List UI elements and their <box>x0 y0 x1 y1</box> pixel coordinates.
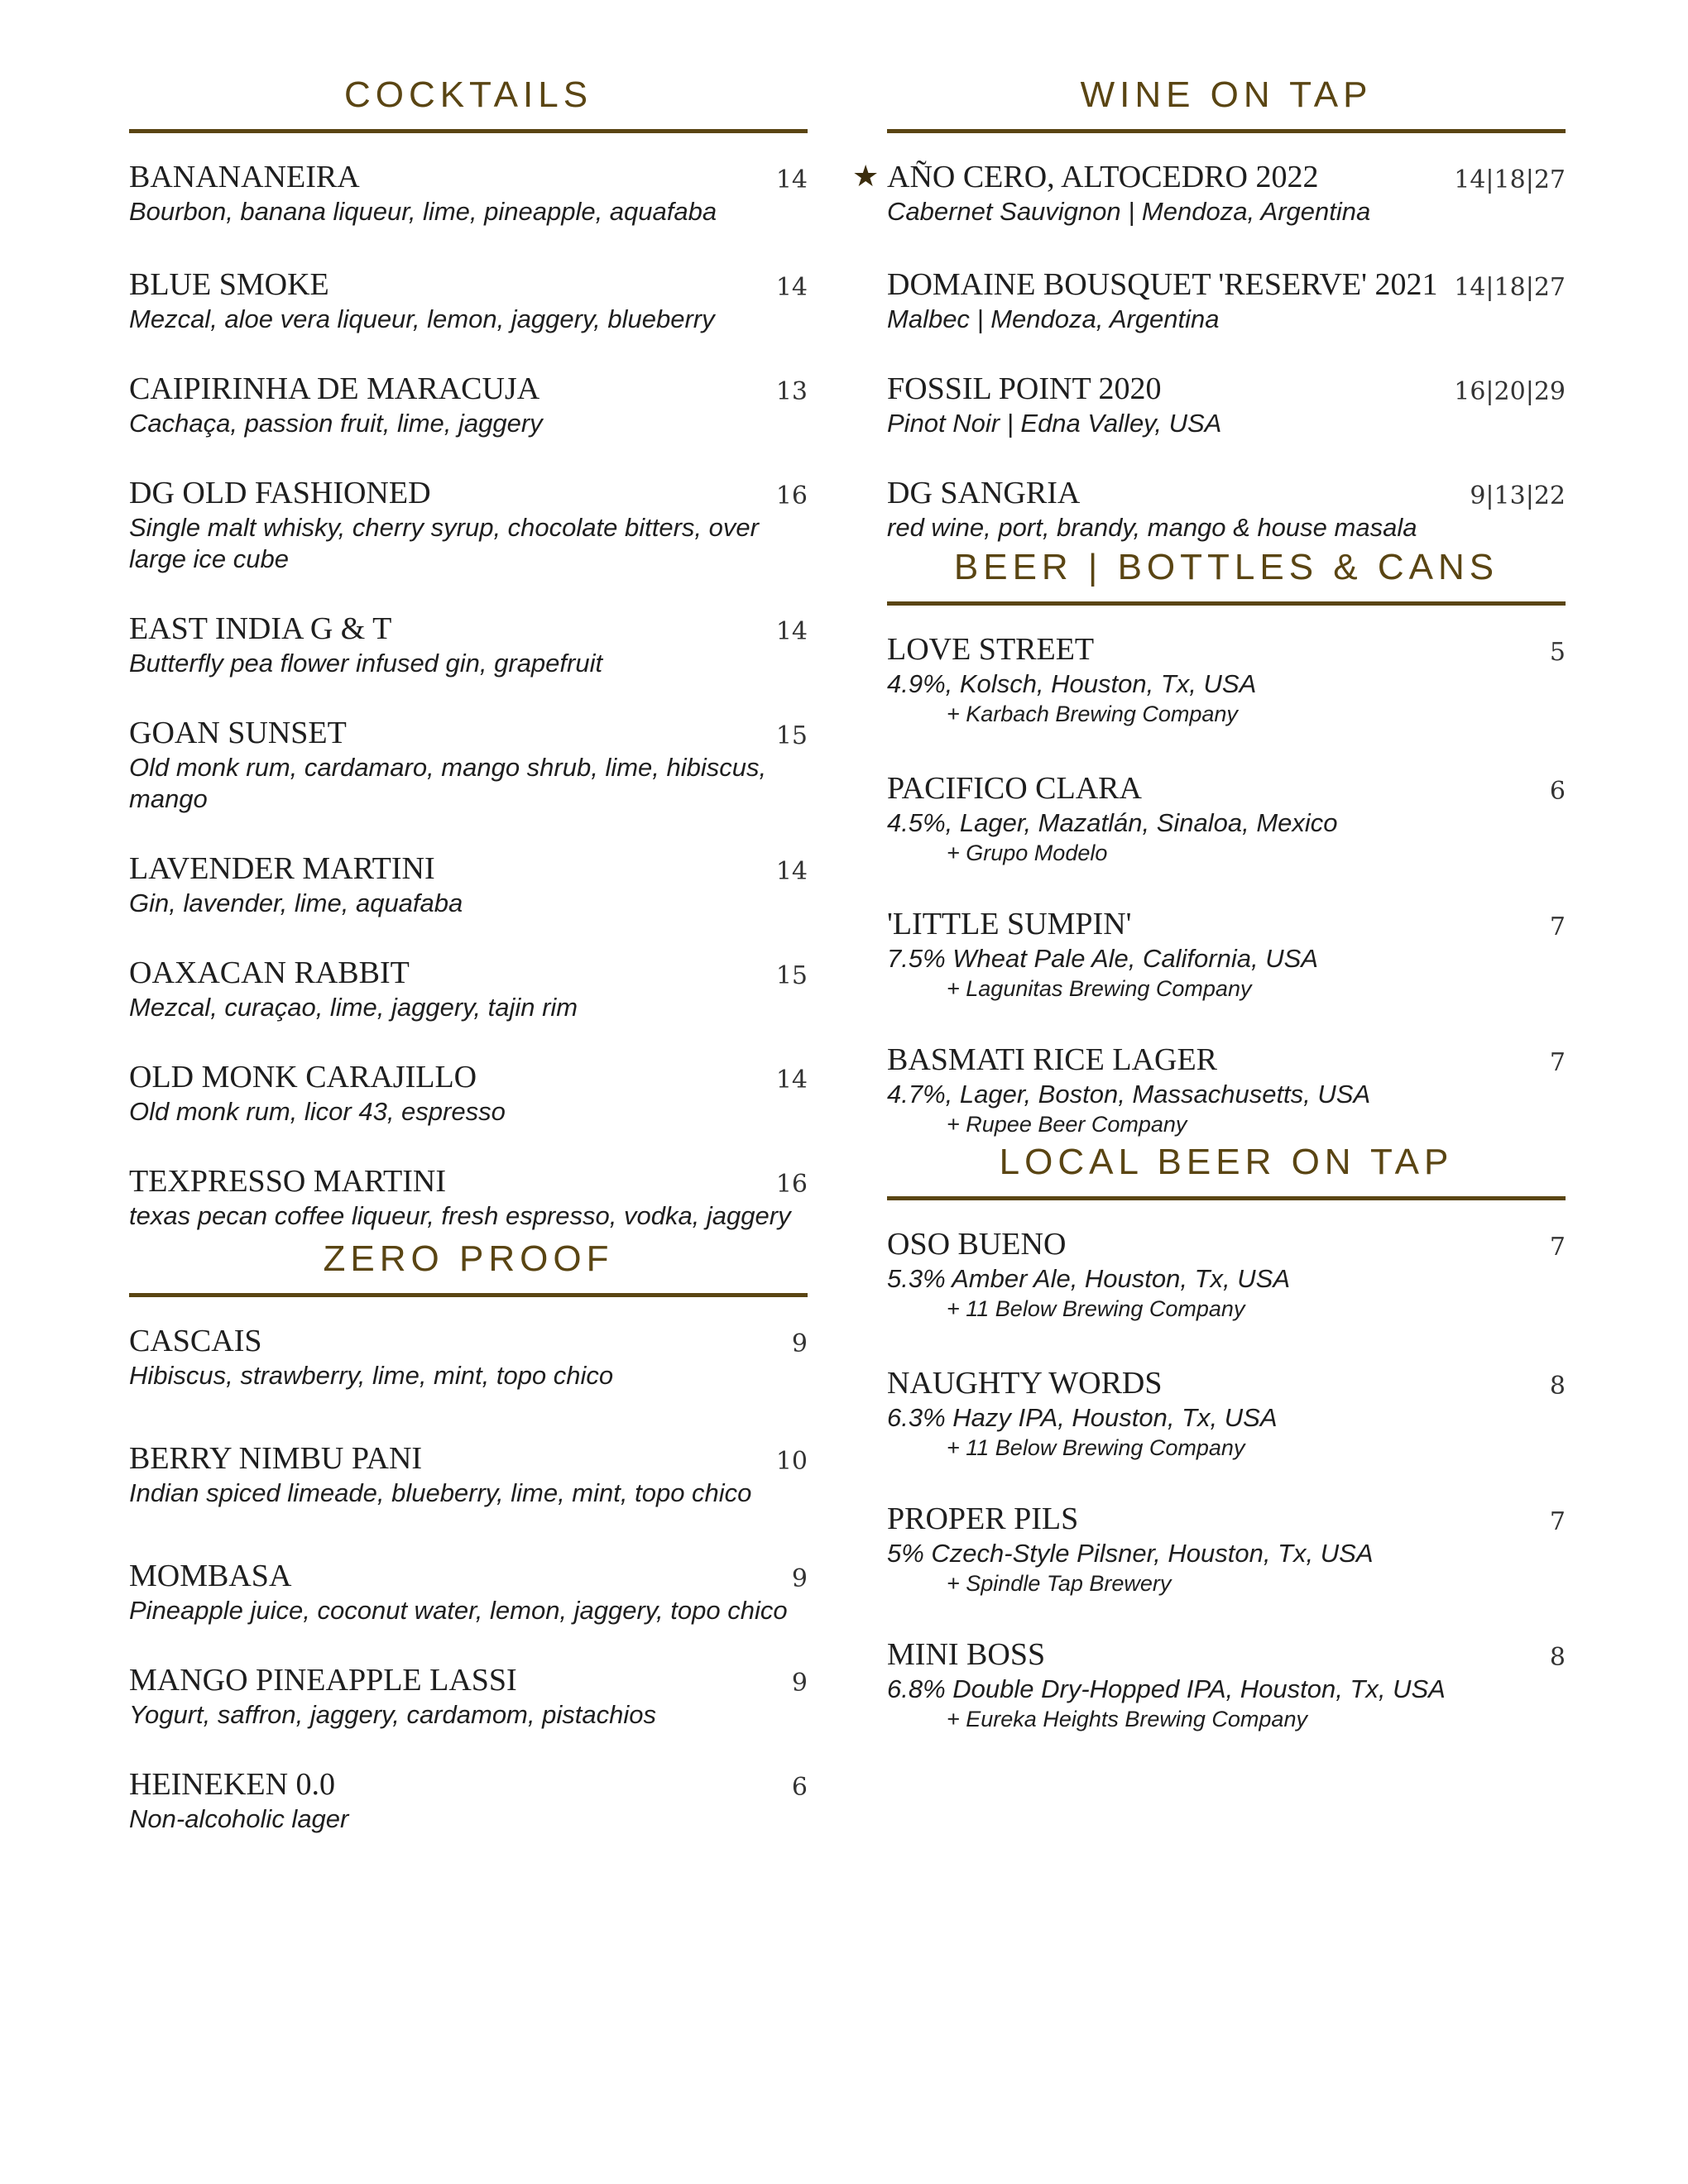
item-description: Cabernet Sauvignon | Mendoza, Argentina <box>887 197 1371 226</box>
menu-item <box>887 1500 1566 1597</box>
item-price: 14 <box>775 1066 808 1094</box>
item-description: texas pecan coffee liqueur, fresh espresso, vodka, jaggery <box>129 1201 791 1230</box>
item-name: PACIFICO CLARA <box>887 771 1142 806</box>
menu-item <box>129 714 808 815</box>
beer-bottles-title: BEER | BOTTLES & CANS <box>887 544 1566 606</box>
item-description: Bourbon, banana liqueur, lime, pineapple, aquafaba <box>129 197 717 226</box>
item-brewer: + Spindle Tap Brewery <box>947 1571 1172 1596</box>
item-description: Cachaça, passion fruit, lime, jaggery <box>129 409 543 438</box>
item-description: 6.8% Double Dry-Hopped IPA, Houston, Tx, USA <box>887 1674 1446 1703</box>
item-price: 7 <box>1549 912 1566 941</box>
item-header <box>887 905 1566 943</box>
item-name: CAIPIRINHA DE MARACUJA <box>129 371 540 406</box>
item-description: 4.9%, Kolsch, Houston, Tx, USA <box>887 669 1257 698</box>
item-header <box>129 1765 808 1803</box>
wine-title: WINE ON TAP <box>887 71 1566 133</box>
item-description: Gin, lavender, lime, aquafaba <box>129 888 463 917</box>
item-description: Pinot Noir | Edna Valley, USA <box>887 409 1222 438</box>
item-header <box>129 1058 808 1096</box>
item-brewer: + Karbach Brewing Company <box>947 702 1238 726</box>
menu-item <box>887 474 1566 544</box>
item-description: 6.3% Hazy IPA, Houston, Tx, USA <box>887 1403 1278 1432</box>
item-header <box>129 714 808 752</box>
item-price: 8 <box>1549 1643 1566 1672</box>
item-header <box>129 954 808 992</box>
item-name: EAST INDIA G & T <box>129 611 392 646</box>
item-header <box>129 1557 808 1595</box>
item-description: Mezcal, aloe vera liqueur, lemon, jaggery, blueberry <box>129 304 715 333</box>
menu-item <box>887 769 1566 867</box>
cocktails-title: COCKTAILS <box>129 71 808 133</box>
menu-item <box>129 266 808 335</box>
item-header <box>852 158 1566 196</box>
item-header <box>887 630 1566 668</box>
item-price: 16|20|29 <box>1454 377 1566 406</box>
menu-item <box>887 1364 1566 1462</box>
item-name: MANGO PINEAPPLE LASSI <box>129 1663 517 1698</box>
item-header <box>129 610 808 648</box>
item-price: 14 <box>775 165 808 194</box>
item-price: 7 <box>1549 1233 1566 1262</box>
item-description: Butterfly pea flower infused gin, grapefruit <box>129 649 603 678</box>
item-brewer: + Lagunitas Brewing Company <box>947 976 1252 1001</box>
item-price: 10 <box>775 1447 808 1476</box>
menu-item <box>129 158 808 228</box>
item-brewer: + 11 Below Brewing Company <box>947 1296 1245 1321</box>
menu-item <box>852 158 1566 228</box>
item-price: 8 <box>1549 1372 1566 1401</box>
menu-item <box>129 850 808 919</box>
item-price: 15 <box>775 721 808 750</box>
item-header <box>887 1041 1566 1079</box>
menu-item <box>129 1765 808 1835</box>
item-name: LAVENDER MARTINI <box>129 851 435 886</box>
item-description: Pineapple juice, coconut water, lemon, jaggery, topo chico <box>129 1596 788 1625</box>
item-header <box>887 769 1566 807</box>
item-name: MINI BOSS <box>887 1637 1046 1672</box>
menu-item <box>129 1661 808 1731</box>
item-brewer: + Eureka Heights Brewing Company <box>947 1707 1307 1731</box>
item-description: Malbec | Mendoza, Argentina <box>887 304 1220 333</box>
item-description: red wine, port, brandy, mango & house masala <box>887 513 1417 542</box>
menu-item <box>129 1557 808 1626</box>
item-price: 14 <box>775 857 808 886</box>
item-description: Old monk rum, cardamaro, mango shrub, lime, hibiscus, mango <box>129 753 767 813</box>
item-name: DG OLD FASHIONED <box>129 476 431 510</box>
item-name: TEXPRESSO MARTINI <box>129 1164 447 1199</box>
item-header <box>129 1322 808 1360</box>
item-price: 7 <box>1549 1048 1566 1077</box>
menu-item <box>887 266 1566 335</box>
menu-item <box>129 954 808 1023</box>
item-header <box>129 1439 808 1478</box>
menu-item <box>129 474 808 575</box>
item-header <box>887 1636 1566 1674</box>
item-header <box>129 1661 808 1699</box>
item-description: 7.5% Wheat Pale Ale, California, USA <box>887 944 1318 973</box>
item-description: Hibiscus, strawberry, lime, mint, topo chico <box>129 1361 614 1390</box>
item-header <box>887 1500 1566 1538</box>
menu-item <box>887 630 1566 728</box>
item-header <box>887 266 1566 304</box>
item-name: CASCAIS <box>129 1324 262 1358</box>
item-description: 5.3% Amber Ale, Houston, Tx, USA <box>887 1264 1291 1293</box>
cocktails-section <box>129 71 808 1232</box>
item-price: 14 <box>775 273 808 302</box>
item-description: 5% Czech-Style Pilsner, Houston, Tx, USA <box>887 1539 1374 1568</box>
item-description: Yogurt, saffron, jaggery, cardamom, pistachios <box>129 1700 656 1729</box>
item-price: 16 <box>775 481 808 510</box>
item-description: 4.7%, Lager, Boston, Massachusetts, USA <box>887 1080 1371 1109</box>
item-name: FOSSIL POINT 2020 <box>887 371 1162 406</box>
item-price: 14 <box>775 617 808 646</box>
item-description: Indian spiced limeade, blueberry, lime, mint, topo chico <box>129 1478 752 1507</box>
menu-item <box>887 1041 1566 1138</box>
item-brewer: + Grupo Modelo <box>947 841 1108 865</box>
item-name: BANANANEIRA <box>129 160 360 194</box>
item-price: 7 <box>1549 1507 1566 1536</box>
item-description: Mezcal, curaçao, lime, jaggery, tajin rim <box>129 993 578 1022</box>
item-price: 9 <box>791 1329 808 1358</box>
zero-proof-section <box>129 1235 808 1835</box>
item-header <box>129 1162 808 1200</box>
menu-item <box>129 1439 808 1509</box>
item-brewer: + Rupee Beer Company <box>947 1112 1187 1137</box>
item-price: 9|13|22 <box>1470 481 1566 510</box>
item-name: MOMBASA <box>129 1559 292 1593</box>
item-name: OAXACAN RABBIT <box>129 956 410 990</box>
item-price: 14|18|27 <box>1454 273 1566 302</box>
item-description: Single malt whisky, cherry syrup, chocolate bitters, over large ice cube <box>129 513 759 573</box>
item-name: HEINEKEN 0.0 <box>129 1767 336 1802</box>
right-column <box>852 71 1566 1733</box>
item-description: Old monk rum, licor 43, espresso <box>129 1097 506 1126</box>
item-header <box>887 370 1566 408</box>
item-header <box>887 1364 1566 1402</box>
item-price: 6 <box>1549 777 1566 806</box>
local-beer-section <box>887 1138 1566 1733</box>
item-name: BERRY NIMBU PANI <box>129 1441 423 1476</box>
item-name: LOVE STREET <box>887 632 1095 667</box>
item-header <box>129 158 808 196</box>
item-brewer: + 11 Below Brewing Company <box>947 1435 1245 1460</box>
item-price: 9 <box>791 1669 808 1698</box>
item-name: PROPER PILS <box>887 1502 1079 1536</box>
item-price: 9 <box>791 1564 808 1593</box>
local-beer-title: LOCAL BEER ON TAP <box>887 1138 1566 1200</box>
item-price: 15 <box>775 961 808 990</box>
item-name: BASMATI RICE LAGER <box>887 1042 1218 1077</box>
item-name: DG SANGRIA <box>887 476 1081 510</box>
item-price: 13 <box>775 377 808 406</box>
item-description: Non-alcoholic lager <box>129 1804 349 1833</box>
menu-item <box>887 1225 1566 1323</box>
item-header <box>129 266 808 304</box>
menu-item <box>129 1162 808 1232</box>
item-header <box>887 474 1566 512</box>
beer-bottles-section <box>887 544 1566 1138</box>
item-description: 4.5%, Lager, Mazatlán, Sinaloa, Mexico <box>887 808 1338 837</box>
item-header <box>887 1225 1566 1263</box>
item-name: BLUE SMOKE <box>129 267 329 302</box>
star-icon: ★ <box>852 160 880 194</box>
item-price: 6 <box>791 1773 808 1802</box>
item-header <box>129 370 808 408</box>
item-name: DOMAINE BOUSQUET 'RESERVE' 2021 <box>887 267 1438 302</box>
menu-item <box>129 610 808 679</box>
menu-item <box>887 1636 1566 1733</box>
menu-item <box>129 1058 808 1128</box>
wine-section <box>852 71 1566 544</box>
item-price: 14|18|27 <box>1454 165 1566 194</box>
item-name: 'LITTLE SUMPIN' <box>887 907 1132 941</box>
item-name: OLD MONK CARAJILLO <box>129 1060 477 1094</box>
left-column <box>129 71 808 1835</box>
item-name: OSO BUENO <box>887 1227 1067 1262</box>
item-name: AÑO CERO, ALTOCEDRO 2022 <box>887 160 1319 194</box>
item-name: GOAN SUNSET <box>129 716 347 750</box>
menu-item <box>887 905 1566 1003</box>
item-header <box>129 474 808 512</box>
menu-item <box>129 1322 808 1391</box>
item-price: 16 <box>775 1170 808 1199</box>
menu-item <box>129 370 808 439</box>
item-price: 5 <box>1549 638 1566 667</box>
zero-proof-title: ZERO PROOF <box>129 1235 808 1297</box>
item-name: NAUGHTY WORDS <box>887 1366 1163 1401</box>
item-header <box>129 850 808 888</box>
menu-item <box>887 370 1566 439</box>
